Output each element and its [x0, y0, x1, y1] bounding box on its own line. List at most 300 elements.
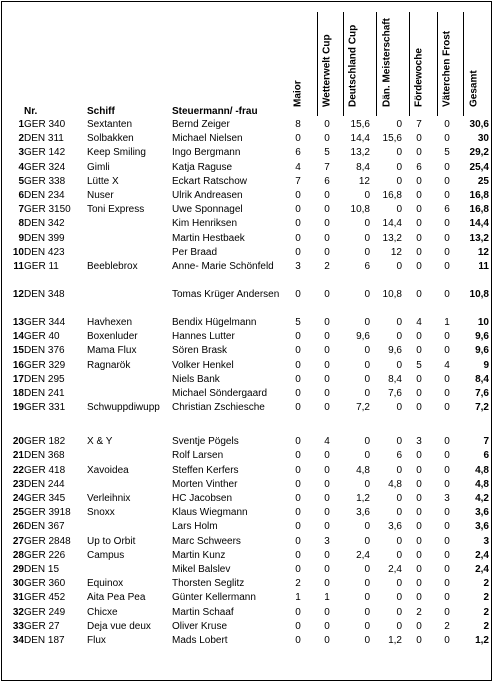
cell-vaeterchen: 5: [444, 147, 450, 159]
cell-nr: 34: [12, 635, 24, 646]
cell-foerde: 0: [416, 507, 422, 519]
cell-foerde: 0: [416, 402, 422, 414]
cell-vaeterchen: 0: [444, 564, 450, 575]
cell-daen: 0: [396, 578, 402, 590]
cell-daen: 0: [396, 402, 402, 414]
cell-steuermann: Tomas Krüger Andersen: [172, 289, 280, 300]
cell-deutschland: 3,6: [356, 507, 370, 519]
cell-wetterwelt: 0: [324, 402, 330, 414]
cell-vaeterchen: 0: [444, 606, 450, 618]
column-divider: [376, 12, 377, 116]
cell-id: GER 40: [24, 331, 60, 343]
cell-wetterwelt: 0: [324, 190, 330, 201]
cell-wetterwelt: 0: [324, 345, 330, 357]
cell-steuermann: Klaus Wiegmann: [172, 507, 248, 519]
cell-id: GER 182: [24, 436, 66, 448]
cell-id: GER 226: [24, 549, 66, 561]
cell-vaeterchen: 0: [444, 635, 450, 646]
cell-daen: 0: [396, 331, 402, 343]
cell-deutschland: 0: [364, 450, 370, 462]
cell-wetterwelt: 0: [324, 331, 330, 343]
cell-id: GER 340: [24, 119, 66, 130]
cell-maior: 4: [295, 161, 301, 173]
cell-vaeterchen: 0: [444, 464, 450, 476]
cell-maior: 0: [295, 345, 301, 357]
cell-wetterwelt: 0: [324, 564, 330, 575]
cell-vaeterchen: 0: [444, 592, 450, 604]
cell-maior: 0: [295, 478, 301, 490]
cell-id: GER 3150: [24, 204, 71, 216]
cell-nr: 20: [12, 436, 24, 448]
cell-maior: 6: [295, 147, 301, 159]
cell-nr: 31: [12, 592, 24, 604]
cell-steuermann: Ulrik Andreasen: [172, 190, 243, 201]
cell-wetterwelt: 0: [324, 289, 330, 300]
cell-schiff: Beeblebrox: [87, 261, 138, 272]
cell-id: GER 329: [24, 359, 66, 371]
cell-wetterwelt: 0: [324, 119, 330, 130]
cell-vaeterchen: 0: [444, 373, 450, 385]
cell-id: GER 452: [24, 592, 66, 604]
cell-gesamt: 7,6: [475, 388, 489, 399]
cell-id: DEN 311: [24, 133, 64, 145]
cell-gesamt: 16,8: [469, 204, 489, 216]
cell-vaeterchen: 0: [444, 436, 450, 448]
cell-deutschland: 0: [364, 620, 370, 632]
cell-steuermann: Eckart Ratschow: [172, 175, 248, 187]
cell-gesamt: 2,4: [475, 549, 489, 561]
cell-gesamt: 30: [477, 133, 489, 145]
cell-wetterwelt: 6: [324, 175, 330, 187]
cell-foerde: 0: [416, 147, 422, 159]
cell-id: GER 11: [24, 261, 59, 272]
cell-gesamt: 4,8: [475, 478, 489, 490]
cell-schiff: Lütte X: [87, 175, 119, 187]
cell-schiff: Snoxx: [87, 507, 115, 519]
header-maior: Maior: [292, 80, 304, 107]
cell-maior: 0: [295, 436, 301, 448]
cell-daen: 0: [396, 493, 402, 504]
cell-foerde: 0: [416, 133, 422, 145]
cell-nr: 7: [18, 204, 24, 216]
cell-vaeterchen: 0: [444, 133, 450, 145]
cell-wetterwelt: 0: [324, 232, 330, 244]
column-divider: [463, 12, 464, 116]
cell-vaeterchen: 0: [444, 578, 450, 590]
cell-nr: 28: [12, 549, 24, 561]
cell-vaeterchen: 0: [444, 261, 450, 272]
cell-nr: 26: [12, 521, 24, 533]
cell-vaeterchen: 0: [444, 521, 450, 533]
cell-deutschland: 14,4: [350, 133, 370, 145]
cell-schiff: Toni Express: [87, 204, 145, 216]
cell-schiff: Gimli: [87, 161, 110, 173]
cell-schiff: Keep Smiling: [87, 147, 146, 159]
cell-schiff: Chicxe: [87, 606, 118, 618]
cell-wetterwelt: 0: [324, 204, 330, 216]
cell-foerde: 5: [416, 359, 422, 371]
cell-steuermann: Kim Henriksen: [172, 218, 238, 230]
cell-wetterwelt: 0: [324, 578, 330, 590]
cell-daen: 0: [396, 549, 402, 561]
cell-gesamt: 2: [483, 620, 489, 632]
cell-steuermann: Per Braad: [172, 246, 218, 258]
cell-schiff: Solbakken: [87, 133, 134, 145]
cell-nr: 4: [18, 161, 24, 173]
cell-maior: 0: [295, 232, 301, 244]
cell-gesamt: 9,6: [475, 345, 489, 357]
cell-schiff: Xavoidea: [87, 464, 129, 476]
cell-schiff: Aita Pea Pea: [87, 592, 146, 604]
cell-nr: 12: [12, 289, 24, 300]
cell-maior: 0: [295, 204, 301, 216]
cell-vaeterchen: 0: [444, 450, 450, 462]
cell-daen: 0: [396, 359, 402, 371]
cell-gesamt: 2: [483, 606, 489, 618]
cell-id: DEN 423: [24, 246, 65, 258]
cell-daen: 6: [396, 450, 402, 462]
cell-vaeterchen: 0: [444, 218, 450, 230]
cell-gesamt: 11: [478, 261, 489, 272]
cell-maior: 0: [295, 331, 301, 343]
cell-deutschland: 7,2: [356, 402, 370, 414]
cell-wetterwelt: 0: [324, 478, 330, 490]
cell-vaeterchen: 0: [444, 331, 450, 343]
cell-steuermann: Hannes Lutter: [172, 331, 235, 343]
cell-daen: 0: [396, 261, 402, 272]
cell-daen: 0: [396, 620, 402, 632]
cell-deutschland: 0: [364, 218, 370, 230]
header-vaeterchen: Väterchen Frost: [441, 30, 453, 107]
cell-schiff: Equinox: [87, 578, 124, 590]
cell-gesamt: 3,6: [475, 521, 489, 533]
cell-steuermann: Steffen Kerfers: [172, 464, 239, 476]
cell-foerde: 0: [416, 345, 422, 357]
cell-deutschland: 8,4: [356, 161, 370, 173]
cell-vaeterchen: 0: [444, 478, 450, 490]
cell-deutschland: 0: [364, 246, 370, 258]
cell-deutschland: 10,8: [350, 204, 370, 216]
cell-maior: 8: [295, 119, 301, 130]
cell-nr: 13: [12, 317, 24, 328]
cell-nr: 2: [18, 133, 24, 145]
cell-gesamt: 14,4: [469, 218, 489, 230]
cell-foerde: 0: [416, 232, 422, 244]
cell-foerde: 3: [416, 436, 422, 448]
cell-id: DEN 234: [24, 190, 65, 201]
cell-gesamt: 10: [477, 317, 489, 328]
cell-steuermann: Morten Vinther: [172, 478, 238, 490]
cell-wetterwelt: 0: [324, 635, 330, 646]
cell-gesamt: 4,2: [475, 493, 489, 504]
cell-deutschland: 9,6: [356, 331, 370, 343]
cell-deutschland: 0: [364, 359, 370, 371]
cell-daen: 0: [396, 204, 402, 216]
cell-id: DEN 368: [24, 450, 65, 462]
cell-foerde: 0: [416, 478, 422, 490]
cell-maior: 0: [295, 402, 301, 414]
cell-vaeterchen: 0: [444, 232, 450, 244]
cell-vaeterchen: 2: [444, 620, 450, 632]
table-header: [2, 2, 491, 118]
cell-id: DEN 399: [24, 232, 65, 244]
cell-maior: 0: [295, 359, 301, 371]
cell-nr: 29: [12, 564, 24, 575]
cell-gesamt: 16,8: [469, 190, 489, 201]
cell-nr: 32: [12, 606, 24, 618]
cell-maior: 0: [295, 549, 301, 561]
cell-maior: 0: [295, 635, 301, 646]
cell-steuermann: Michael Söndergaard: [172, 388, 268, 399]
cell-steuermann: Sventje Pögels: [172, 436, 239, 448]
cell-daen: 0: [396, 436, 402, 448]
cell-nr: 3: [18, 147, 24, 159]
cell-foerde: 0: [416, 204, 422, 216]
cell-nr: 18: [12, 388, 24, 399]
cell-foerde: 0: [416, 464, 422, 476]
cell-vaeterchen: 0: [444, 175, 450, 187]
cell-schiff: Up to Orbit: [87, 535, 136, 547]
cell-schiff: Campus: [87, 549, 125, 561]
cell-steuermann: Michael Nielsen: [172, 133, 243, 145]
cell-wetterwelt: 0: [324, 450, 330, 462]
cell-gesamt: 1,2: [475, 635, 489, 646]
cell-id: GER 338: [24, 175, 66, 187]
cell-deutschland: 0: [364, 289, 370, 300]
cell-wetterwelt: 5: [324, 147, 330, 159]
cell-steuermann: Martin Kunz: [172, 549, 226, 561]
cell-steuermann: Oliver Kruse: [172, 620, 228, 632]
cell-id: GER 27: [24, 620, 60, 632]
cell-nr: 14: [12, 331, 24, 343]
cell-steuermann: Uwe Sponnagel: [172, 204, 243, 216]
cell-id: DEN 244: [24, 478, 65, 490]
cell-daen: 4,8: [388, 478, 402, 490]
cell-foerde: 0: [416, 175, 422, 187]
cell-gesamt: 25: [477, 175, 489, 187]
cell-deutschland: 0: [364, 635, 370, 646]
cell-deutschland: 0: [364, 521, 370, 533]
cell-id: GER 360: [24, 578, 66, 590]
cell-daen: 7,6: [388, 388, 402, 399]
cell-foerde: 4: [416, 317, 422, 328]
cell-steuermann: Volker Henkel: [172, 359, 234, 371]
cell-maior: 0: [295, 564, 301, 575]
cell-daen: 0: [396, 161, 402, 173]
cell-maior: 0: [295, 606, 301, 618]
cell-maior: 1: [295, 592, 301, 604]
cell-vaeterchen: 0: [444, 246, 450, 258]
cell-vaeterchen: 0: [444, 289, 450, 300]
cell-id: DEN 342: [24, 218, 65, 230]
cell-nr: 22: [12, 464, 24, 476]
cell-id: DEN 15: [24, 564, 60, 575]
cell-deutschland: 0: [364, 317, 370, 328]
cell-gesamt: 29,2: [469, 147, 489, 159]
cell-wetterwelt: 1: [324, 592, 330, 604]
cell-daen: 0: [396, 464, 402, 476]
cell-id: GER 418: [24, 464, 66, 476]
cell-foerde: 0: [416, 388, 422, 399]
cell-maior: 0: [295, 289, 301, 300]
cell-foerde: 0: [416, 620, 422, 632]
cell-nr: 33: [12, 620, 24, 632]
cell-foerde: 0: [416, 261, 422, 272]
cell-foerde: 0: [416, 535, 422, 547]
cell-wetterwelt: 0: [324, 373, 330, 385]
cell-gesamt: 8,4: [475, 373, 489, 385]
cell-schiff: X & Y: [87, 436, 113, 448]
column-divider: [437, 12, 438, 116]
cell-daen: 3,6: [388, 521, 402, 533]
cell-steuermann: Martin Hestbaek: [172, 232, 245, 244]
cell-schiff: Flux: [87, 635, 106, 646]
cell-daen: 16,8: [382, 190, 402, 201]
cell-maior: 0: [295, 507, 301, 519]
cell-foerde: 0: [416, 549, 422, 561]
header-wetterwelt: Wetterwelt Cup: [321, 34, 333, 107]
cell-deutschland: 13,2: [350, 147, 370, 159]
header-steuermann: Steuermann/ -frau: [172, 106, 258, 117]
cell-vaeterchen: 0: [444, 161, 450, 173]
header-schiff: Schiff: [87, 106, 115, 117]
cell-id: DEN 367: [24, 521, 65, 533]
cell-steuermann: Niels Bank: [172, 373, 220, 385]
cell-foerde: 0: [416, 331, 422, 343]
cell-nr: 19: [12, 402, 24, 414]
cell-gesamt: 25,4: [469, 161, 489, 173]
cell-foerde: 0: [416, 578, 422, 590]
cell-steuermann: Martin Schaaf: [172, 606, 234, 618]
cell-maior: 0: [295, 493, 301, 504]
cell-deutschland: 0: [364, 592, 370, 604]
cell-steuermann: Günter Kellermann: [172, 592, 256, 604]
cell-daen: 8,4: [388, 373, 402, 385]
cell-daen: 2,4: [388, 564, 402, 575]
cell-nr: 24: [12, 493, 24, 504]
cell-foerde: 0: [416, 450, 422, 462]
cell-steuermann: Mikel Balslev: [172, 564, 231, 575]
cell-gesamt: 2,4: [475, 564, 489, 575]
cell-vaeterchen: 0: [444, 190, 450, 201]
cell-vaeterchen: 6: [444, 204, 450, 216]
cell-gesamt: 2: [483, 578, 489, 590]
cell-vaeterchen: 4: [444, 359, 450, 371]
cell-gesamt: 10,8: [469, 289, 489, 300]
cell-deutschland: 0: [364, 578, 370, 590]
cell-steuermann: Christian Zschiesche: [172, 402, 265, 414]
cell-daen: 0: [396, 535, 402, 547]
cell-foerde: 6: [416, 161, 422, 173]
cell-schiff: Nuser: [87, 190, 114, 201]
cell-daen: 10,8: [382, 289, 402, 300]
cell-wetterwelt: 3: [324, 535, 330, 547]
cell-nr: 30: [12, 578, 24, 590]
cell-nr: 25: [12, 507, 24, 519]
cell-foerde: 0: [416, 521, 422, 533]
cell-steuermann: Bendix Hügelmann: [172, 317, 257, 328]
cell-nr: 16: [12, 359, 24, 371]
cell-deutschland: 0: [364, 232, 370, 244]
cell-deutschland: 0: [364, 345, 370, 357]
cell-id: GER 324: [24, 161, 66, 173]
cell-steuermann: Katja Raguse: [172, 161, 233, 173]
cell-gesamt: 6: [483, 450, 489, 462]
cell-deutschland: 15,6: [350, 119, 370, 130]
cell-nr: 5: [18, 175, 24, 187]
header-deutschland: Deutschland Cup: [347, 24, 359, 107]
cell-vaeterchen: 0: [444, 388, 450, 399]
cell-maior: 0: [295, 388, 301, 399]
cell-maior: 0: [295, 373, 301, 385]
cell-daen: 0: [396, 606, 402, 618]
cell-vaeterchen: 0: [444, 549, 450, 561]
cell-maior: 0: [295, 218, 301, 230]
cell-daen: 0: [396, 175, 402, 187]
cell-daen: 15,6: [382, 133, 402, 145]
cell-daen: 14,4: [382, 218, 402, 230]
cell-gesamt: 3,6: [475, 507, 489, 519]
column-divider: [343, 12, 344, 116]
cell-foerde: 0: [416, 246, 422, 258]
cell-vaeterchen: 0: [444, 535, 450, 547]
cell-nr: 6: [18, 190, 24, 201]
cell-maior: 0: [295, 620, 301, 632]
cell-deutschland: 0: [364, 535, 370, 547]
cell-foerde: 0: [416, 289, 422, 300]
cell-id: GER 344: [24, 317, 66, 328]
cell-maior: 0: [295, 133, 301, 145]
cell-deutschland: 4,8: [356, 464, 370, 476]
cell-nr: 10: [12, 246, 24, 258]
cell-schiff: Boxenluder: [87, 331, 138, 343]
cell-steuermann: Sören Brask: [172, 345, 228, 357]
cell-gesamt: 9,6: [475, 331, 489, 343]
cell-nr: 17: [12, 373, 24, 385]
cell-vaeterchen: 3: [444, 493, 450, 504]
cell-deutschland: 0: [364, 373, 370, 385]
cell-wetterwelt: 0: [324, 493, 330, 504]
cell-deutschland: 2,4: [356, 549, 370, 561]
cell-id: DEN 241: [24, 388, 65, 399]
cell-deutschland: 1,2: [356, 493, 370, 504]
cell-wetterwelt: 0: [324, 133, 330, 145]
cell-wetterwelt: 0: [324, 620, 330, 632]
cell-foerde: 0: [416, 373, 422, 385]
cell-foerde: 0: [416, 564, 422, 575]
cell-id: DEN 348: [24, 289, 65, 300]
cell-deutschland: 0: [364, 388, 370, 399]
cell-vaeterchen: 0: [444, 507, 450, 519]
cell-nr: 27: [12, 535, 24, 547]
header-gesamt: Gesamt: [468, 70, 480, 107]
cell-id: GER 142: [24, 147, 66, 159]
cell-foerde: 7: [416, 119, 422, 130]
cell-maior: 0: [295, 450, 301, 462]
cell-maior: 0: [295, 246, 301, 258]
cell-deutschland: 0: [364, 190, 370, 201]
cell-daen: 0: [396, 592, 402, 604]
cell-maior: 7: [295, 175, 301, 187]
cell-steuermann: Rolf Larsen: [172, 450, 224, 462]
cell-schiff: Mama Flux: [87, 345, 137, 357]
cell-foerde: 0: [416, 493, 422, 504]
cell-deutschland: 12: [358, 175, 370, 187]
cell-deutschland: 0: [364, 436, 370, 448]
cell-maior: 0: [295, 190, 301, 201]
cell-nr: 9: [18, 232, 24, 244]
cell-id: GER 249: [24, 606, 66, 618]
